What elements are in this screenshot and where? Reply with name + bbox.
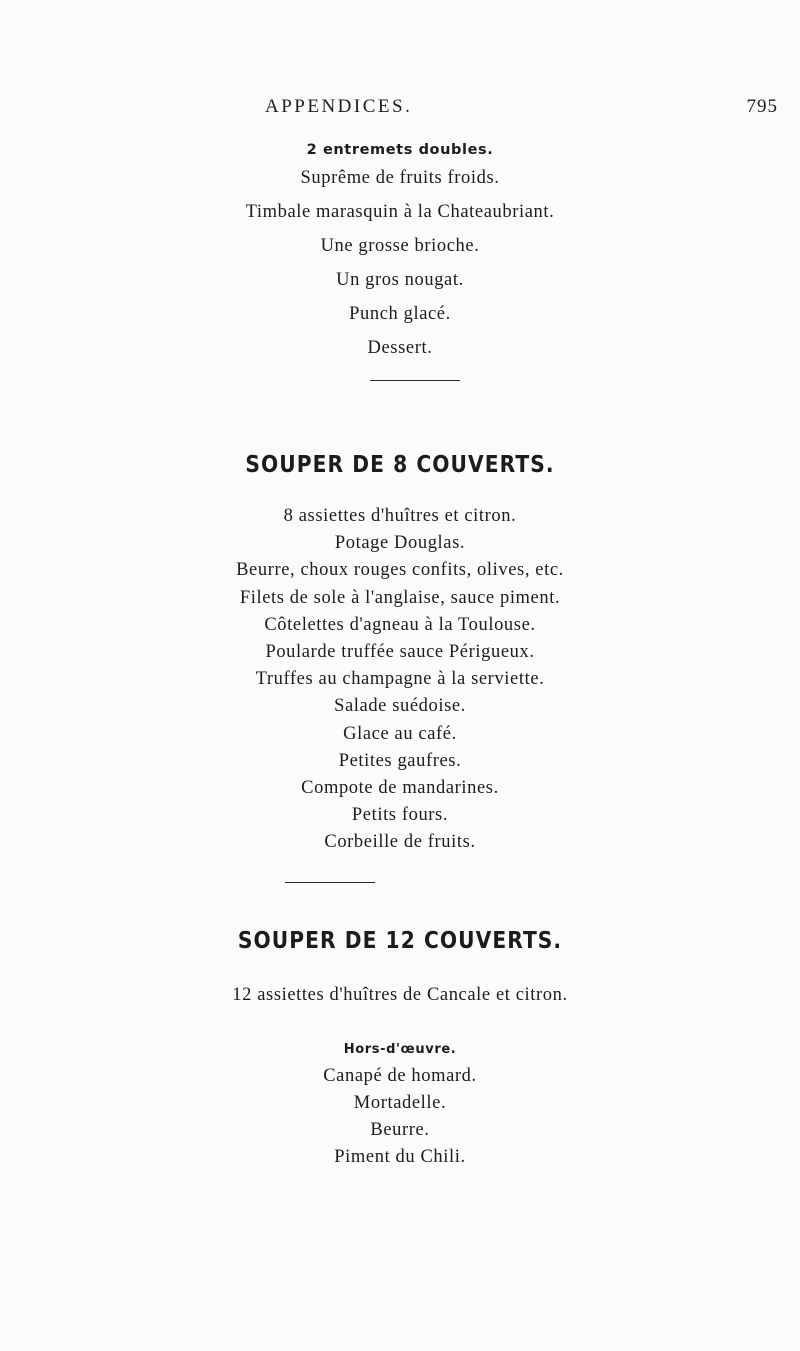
souper-8-heading: SOUPER DE 8 COUVERTS. [245,452,555,478]
list-item: Dessert. [367,338,433,358]
list-item: Petits fours. [351,805,449,826]
entremets-heading: 2 entremets doubles. [306,142,494,158]
list-item: Corbeille de fruits. [324,832,476,853]
running-head: APPENDICES. [265,96,413,117]
list-item: Suprême de fruits froids. [300,168,500,188]
list-item: Une grosse brioche. [320,236,480,256]
list-item: Petites gaufres. [338,750,462,771]
page-number: 795 [746,96,778,117]
list-item: Un gros nougat. [336,270,464,290]
souper-12-heading: SOUPER DE 12 COUVERTS. [237,928,563,954]
list-item: Beurre. [370,1120,430,1140]
section-divider [370,380,460,381]
hors-doeuvre-heading: Hors-d'œuvre. [343,1042,457,1057]
list-item: Compote de mandarines. [301,777,499,798]
list-item: Mortadelle. [353,1093,447,1113]
list-item: Glace au café. [343,723,457,744]
hors-doeuvre-list [0,1066,800,1174]
list-item: Timbale marasquin à la Chateaubriant. [245,202,555,222]
list-item: Côtelettes d'agneau à la Toulouse. [264,614,536,635]
list-item: 8 assiettes d'huîtres et citron. [283,506,517,526]
souper-8-list [0,506,800,859]
list-item: Poularde truffée sauce Périgueux. [265,641,535,662]
list-item: Beurre, choux rouges confits, olives, etc. [236,560,564,581]
section-divider [285,882,375,883]
list-item: Salade suédoise. [334,696,466,717]
entremets-list [0,168,800,372]
souper-12-intro: 12 assiettes d'huîtres de Cancale et citron. [232,985,568,1005]
list-item: Canapé de homard. [323,1066,477,1086]
list-item: Potage Douglas. [334,533,466,554]
list-item: Truffes au champagne à la serviette. [255,669,545,690]
list-item: Piment du Chili. [334,1147,466,1167]
list-item: Filets de sole à l'anglaise, sauce piment. [239,587,561,608]
list-item: Punch glacé. [349,304,451,324]
